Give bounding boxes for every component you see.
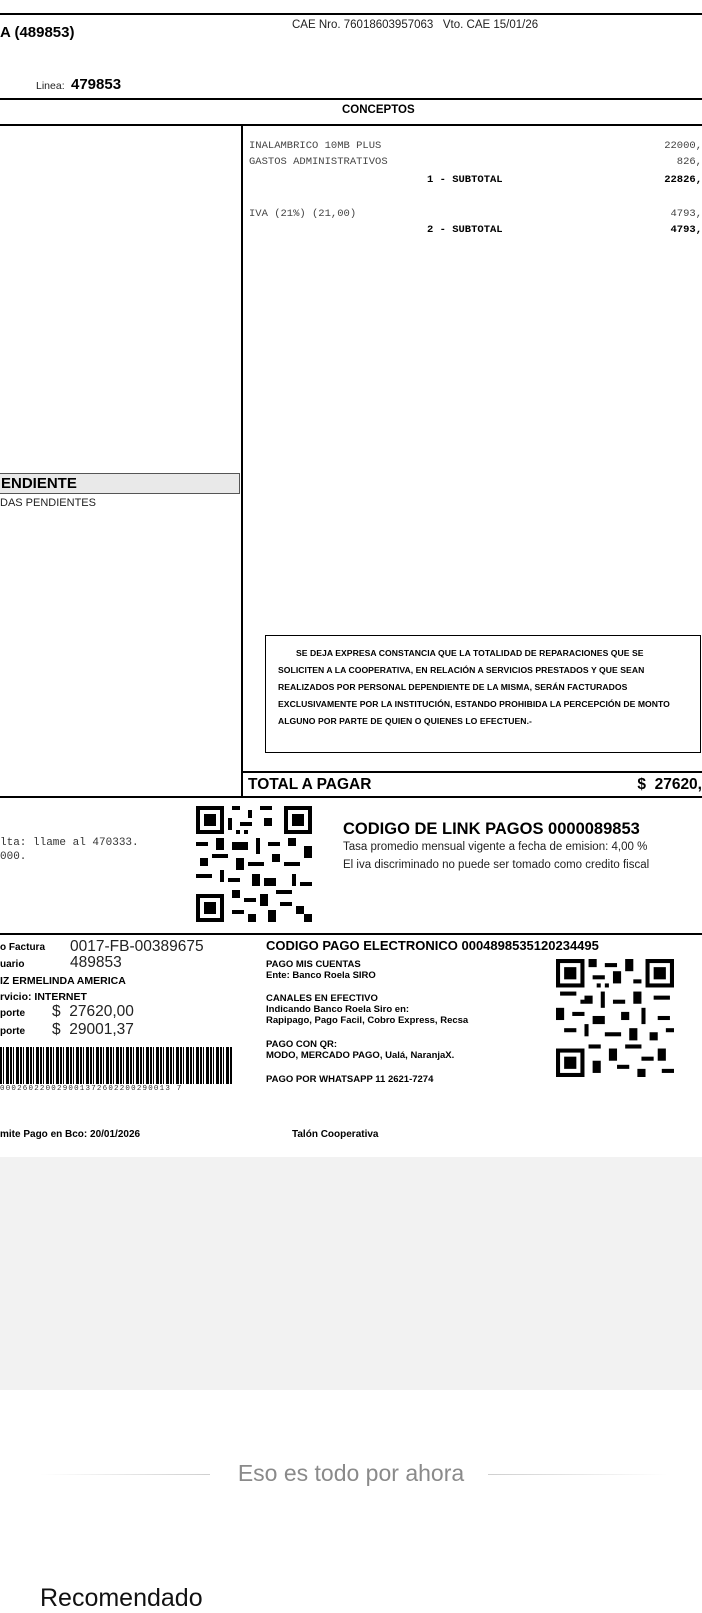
mis-cuentas-line-1: PAGO MIS CUENTAS (266, 959, 361, 970)
section-border (0, 98, 702, 100)
iva-note: El iva discriminado no puede ser tomado como credito fiscal (343, 859, 650, 871)
section-border (0, 796, 702, 798)
link-pagos-title: CODIGO DE LINK PAGOS 0000089853 (343, 820, 640, 838)
efectivo-line-1: CANALES EN EFECTIVO (266, 993, 378, 1004)
top-border (0, 13, 702, 15)
concept-amount: 22000, (664, 140, 702, 152)
subtotal-1-label: 1 - SUBTOTAL (427, 174, 503, 186)
importe-2-value: $ 29001,37 (52, 1021, 134, 1038)
linea-value: 479853 (71, 76, 122, 93)
column-divider (241, 124, 243, 798)
pendiente-title: ENDIENTE (1, 475, 77, 492)
servicio: rvicio: INTERNET (0, 991, 87, 1003)
pendiente-box (0, 473, 240, 494)
concept-amount: 826, (676, 156, 702, 168)
linea-label: Linea: (36, 80, 65, 92)
consulta-line-2: 000. (0, 851, 27, 863)
pendiente-subtitle: DAS PENDIENTES (0, 497, 96, 509)
gray-panel (0, 1157, 702, 1390)
section-border (0, 124, 702, 126)
qr-pay-line-1: PAGO CON QR: (266, 1039, 338, 1050)
cae-number: CAE Nro. 76018603957063 Vto. CAE 15/01/26 (292, 19, 539, 31)
notice-box (265, 635, 701, 753)
divider-right (488, 1474, 668, 1475)
total-label: TOTAL A PAGAR (248, 776, 372, 793)
efectivo-line-2: Indicando Banco Roela Siro en: (266, 1004, 410, 1015)
recommended-heading: Recomendado (40, 1584, 203, 1612)
limite-pago: mite Pago en Bco: 20/01/2026 (0, 1129, 141, 1140)
usuario-label: uario (0, 959, 25, 970)
total-amount: $ 27620, (637, 776, 702, 793)
mis-cuentas-line-2: Ente: Banco Roela SIRO (266, 970, 376, 981)
subtotal-2-amount: 4793, (670, 224, 702, 236)
end-of-content-text: Eso es todo por ahora (237, 1460, 465, 1486)
whatsapp-line: PAGO POR WHATSAPP 11 2621-7274 (266, 1074, 434, 1085)
iva-desc: IVA (21%) (21,00) (249, 208, 357, 220)
talon-cooperativa: Talón Cooperativa (292, 1129, 379, 1140)
efectivo-line-3: Rapipago, Pago Facil, Cobro Express, Recsa (266, 1015, 469, 1026)
factura-label: o Factura (0, 942, 46, 953)
iva-amount: 4793, (670, 208, 702, 220)
concept-desc: INALAMBRICO 10MB PLUS (249, 140, 382, 152)
account-title: A (489853) (0, 24, 75, 41)
importe-1-value: $ 27620,00 (52, 1003, 134, 1020)
barcode-icon (0, 1047, 232, 1084)
customer-name: IZ ERMELINDA AMERICA (0, 975, 126, 987)
total-border (241, 771, 702, 773)
consulta-line-1: lta: llame al 470333. (0, 837, 139, 849)
conceptos-title: CONCEPTOS (342, 104, 415, 116)
qr-code-icon (196, 806, 312, 922)
talon-border (0, 933, 702, 935)
importe-2-label: porte (0, 1026, 25, 1037)
notice-text: SE DEJA EXPRESA CONSTANCIA QUE LA TOTALIDAD DE REPARACIONES QUE SE SOLICITEN A LA COOPERATIVA, EN RELACIÓN A SERVICIOS PRESTADOS Y QUE SEAN REALIZADOS POR PERSONAL DEPENDIENTE DE LA MISMA, SERÁN FACTURADOS EXCLUSIVAMENTE POR LA INSTITUCIÓN, ESTANDO PROHIBIDA LA PERCEPCIÓN DE MONTO ALGUNO POR PARTE DE QUIEN O QUIENES LO EFECTUEN.- (278, 648, 670, 726)
factura-value: 0017-FB-00389675 (70, 938, 204, 955)
importe-1-label: porte (0, 1008, 25, 1019)
link-pagos-tasa: Tasa promedio mensual vigente a fecha de emision: 4,00 % (343, 841, 648, 853)
concept-desc: GASTOS ADMINISTRATIVOS (249, 156, 388, 168)
subtotal-1-amount: 22826, (664, 174, 702, 186)
qr-code-icon (556, 959, 674, 1077)
qr-pay-line-2: MODO, MERCADO PAGO, Ualá, NaranjaX. (266, 1050, 455, 1061)
subtotal-2-label: 2 - SUBTOTAL (427, 224, 503, 236)
barcode-number: 000260220029001372602200290013 7 (0, 1085, 183, 1093)
usuario-value: 489853 (70, 954, 122, 971)
pago-electronico-title: CODIGO PAGO ELECTRONICO 0004898535120234495 (266, 938, 599, 953)
